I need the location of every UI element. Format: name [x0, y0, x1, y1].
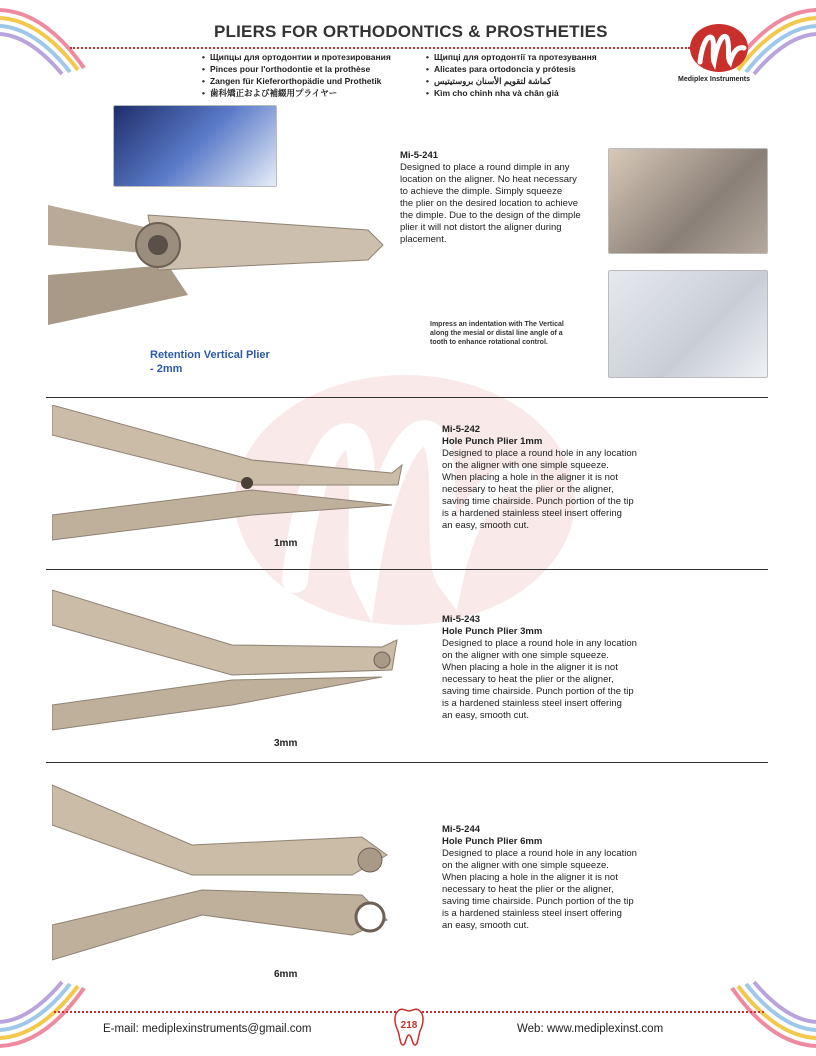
description-line: is a hardened stainless steel insert offering [442, 908, 622, 919]
page-number: 218 [400, 1020, 418, 1031]
description-line: necessary to heat the plier or the aligner, [442, 674, 614, 685]
description-line: saving time chairside. Punch portion of the tip [442, 896, 634, 907]
description-line: Designed to place a round dimple in any [400, 162, 570, 173]
product-name: Hole Punch Plier 6mm [442, 836, 543, 847]
description-line: the dimple. Due to the design of the dimple [400, 210, 581, 221]
product-code: Mi-5-242 [442, 424, 481, 435]
description-line: the plier on the desired location to achieve [400, 198, 578, 209]
translation-item: • 歯科矯正および補綴用プライヤー [202, 87, 422, 99]
product-code: Mi-5-241 [400, 150, 439, 161]
description-line: Designed to place a round hole in any location [442, 638, 637, 649]
translation-item: • Щипці для ортодонтії та протезування [426, 51, 646, 63]
description-line: location on the aligner. No heat necessary [400, 174, 577, 185]
rainbow-corner-top-left [0, 0, 90, 80]
product-description [442, 638, 682, 722]
rainbow-corner-bottom-right [726, 976, 816, 1056]
product-name: Retention Vertical Plier [150, 349, 270, 361]
description-line: on the aligner with one simple squeeze. [442, 860, 609, 871]
note-line: Impress an indentation with The Vertical [430, 321, 564, 328]
description-line: is a hardened stainless steel insert offering [442, 698, 622, 709]
description-line: When placing a hole in the aligner it is not [442, 472, 618, 483]
description-line: plier it will not distort the aligner during [400, 222, 562, 233]
description-line: When placing a hole in the aligner it is not [442, 872, 618, 883]
hole-punch-3mm-image [52, 585, 412, 735]
description-line: on the aligner with one simple squeeze. [442, 460, 609, 471]
size-label: 1mm [274, 538, 298, 549]
product-code: Mi-5-244 [442, 824, 481, 835]
description-line: on the aligner with one simple squeeze. [442, 650, 609, 661]
retention-plier-image [48, 185, 388, 325]
rainbow-corner-bottom-left [0, 976, 90, 1056]
tooth-icon [392, 1007, 426, 1047]
hand-aligner-photo [608, 148, 768, 254]
description-line: When placing a hole in the aligner it is not [442, 662, 618, 673]
description-line: Designed to place a round hole in any location [442, 448, 637, 459]
translation-item: • Щипцы для ортодонтии и протезирования [202, 51, 422, 63]
brand-logo-icon [688, 22, 750, 74]
translation-item: • Alicates para ortodoncia y prótesis [426, 63, 646, 75]
note-line: along the mesial or distal line angle of a [430, 330, 563, 337]
section-divider [46, 762, 768, 763]
product-name-suffix: - 2mm [150, 363, 183, 375]
description-line: an easy, smooth cut. [442, 710, 529, 721]
product-code: Mi-5-243 [442, 614, 481, 625]
translation-item: • كماشة لتقويم الأسنان بروستيتيس [426, 75, 646, 87]
section-divider [46, 397, 768, 398]
size-label: 3mm [274, 738, 298, 749]
hole-punch-1mm-image [52, 405, 412, 545]
product-description [442, 448, 682, 532]
section-divider [46, 569, 768, 570]
product-description [400, 162, 610, 246]
product-box-photo [113, 105, 277, 187]
page-title: PLIERS FOR ORTHODONTICS & PROSTHETIES [214, 22, 608, 41]
description-line: necessary to heat the plier or the aligner, [442, 884, 614, 895]
hole-punch-6mm-image [52, 775, 402, 965]
size-label: 6mm [274, 969, 298, 980]
product-name: Hole Punch Plier 3mm [442, 626, 543, 637]
product-name-label [150, 348, 270, 376]
product-name: Hole Punch Plier 1mm [442, 436, 543, 447]
description-line: necessary to heat the plier or the aligner, [442, 484, 614, 495]
aligner-closeup-photo [608, 270, 768, 378]
translation-item: • Kìm cho chỉnh nha và chân giả [426, 87, 646, 99]
description-line: Designed to place a round hole in any location [442, 848, 637, 859]
description-line: saving time chairside. Punch portion of the tip [442, 496, 634, 507]
header-divider [70, 47, 690, 49]
translation-item: • Pinces pour l'orthodontie et la prothèse [202, 63, 422, 75]
brand-name: Mediplex Instruments [678, 76, 750, 83]
description-line: saving time chairside. Punch portion of the tip [442, 686, 634, 697]
translations-left [202, 51, 422, 99]
product-description [442, 848, 682, 932]
description-line: to achieve the dimple. Simply squeeze [400, 186, 563, 197]
description-line: is a hardened stainless steel insert offering [442, 508, 622, 519]
description-line: placement. [400, 234, 447, 245]
translation-item: • Zangen für Kieferorthopädie und Prothetik [202, 75, 422, 87]
description-line: an easy, smooth cut. [442, 520, 529, 531]
usage-note [430, 320, 600, 347]
note-line: tooth to enhance rotational control. [430, 339, 548, 346]
translations-right [426, 51, 646, 99]
description-line: an easy, smooth cut. [442, 920, 529, 931]
footer-email[interactable]: E-mail: mediplexinstruments@gmail.com [103, 1023, 312, 1035]
footer-website[interactable]: Web: www.mediplexinst.com [517, 1023, 664, 1035]
